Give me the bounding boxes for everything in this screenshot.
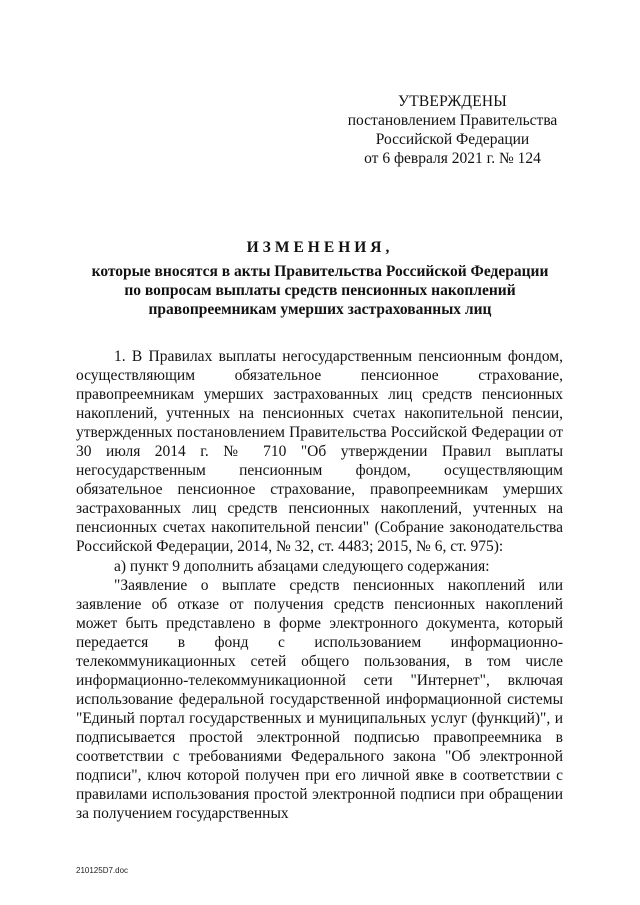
document-title: ИЗМЕНЕНИЯ, — [246, 239, 394, 256]
document-file-code: 210125D7.doc — [76, 866, 129, 875]
subtitle-line-2: по вопросам выплаты средств пенсионных накоплений — [124, 282, 516, 299]
subtitle-line-1: которые вносятся в акты Правительства Российской Федерации — [91, 263, 549, 280]
approval-heading: УТВЕРЖДЕНЫ — [398, 93, 507, 110]
paragraph-2: а) пункт 9 дополнить абзацами следующего содержания: — [114, 557, 490, 575]
paragraph-1: 1. В Правилах выплаты негосударственным пенсионным фондом, осуществляющим обязательное пенсионное страхование, правопреемникам умерших застрахованных лиц средств пенсионных накоплений, учтенных на пенсионных счетах накопительной пенсии, утвержденных постановлением Правительства Российской Федерации от 30 июля 2014 г. № 710 "Об утверждении Правил выплаты негосударственным пенсионным фондом, осуществляющим обязательное пенсионное страхование, правопреемникам умерших застрахованных лиц средств пенсионных накоплений, учтенных на пенсионных счетах накопительной пенсии" (Собрание законодательства Российской Федерации, 2014, № 32, ст. 4483; 2015, № 6, ст. 975): — [76, 348, 563, 556]
document-body — [76, 347, 563, 823]
approval-issuer: постановлением Правительства — [347, 112, 558, 129]
paragraph-3: "Заявление о выплате средств пенсионных накоплений или заявление об отказе от получения средств пенсионных накоплений может быть представлено в форме электронного документа, который передается в фонд с использованием информационно-телекоммуникационных сетей общего пользования, в том числе информационно-телекоммуникационной сети "Интернет", включая использование федеральной государственной информационной системы "Единый портал государственных и муниципальных услуг (функций)", и подписывается простой электронной подписью правопреемника в соответствии с требованиями Федерального закона "Об электронной подписи", ключ которой получен при его личной явке в соответствии с правилами использования простой электронной подписи при обращении за получением государственных — [76, 576, 563, 823]
document-subtitle — [70, 262, 570, 319]
approval-date-number: от 6 февраля 2021 г. № 124 — [364, 150, 541, 167]
approval-stamp — [345, 92, 560, 168]
subtitle-line-3: правопреемникам умерших застрахованных лиц — [148, 301, 492, 318]
approval-authority: Российской Федерации — [375, 131, 530, 148]
